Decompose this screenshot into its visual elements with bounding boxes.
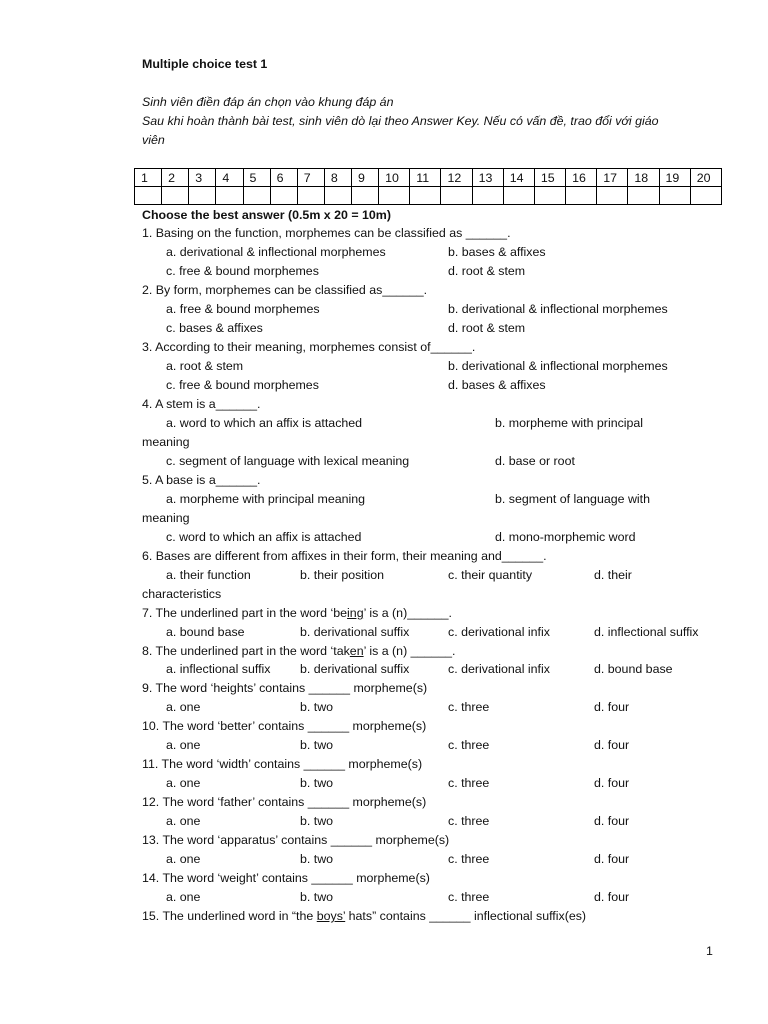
answer-cell[interactable] xyxy=(472,187,503,205)
answer-cell[interactable] xyxy=(534,187,565,205)
q5-option-d: d. mono-morphemic word xyxy=(495,530,636,544)
page-number: 1 xyxy=(706,944,713,958)
q11-option-c: c. three xyxy=(448,776,490,790)
q9-option-c: c. three xyxy=(448,700,490,714)
q12-option-c: c. three xyxy=(448,814,490,828)
q3-option-d: d. bases & affixes xyxy=(448,378,546,392)
answer-cell[interactable] xyxy=(628,187,659,205)
q10-option-a: a. one xyxy=(166,738,201,752)
q13-option-c: c. three xyxy=(448,852,490,866)
answer-cell[interactable] xyxy=(352,187,379,205)
answer-key-header: 4 xyxy=(216,169,243,187)
q3-option-a: a. root & stem xyxy=(166,359,244,373)
answer-key-header: 20 xyxy=(690,169,721,187)
instruction-line-2: Sau khi hoàn thành bài test, sinh viên dò lại theo Answer Key. Nếu có vấn đề, trao đổi với giáo xyxy=(142,114,659,128)
q14-option-c: c. three xyxy=(448,890,490,904)
q4-option-b: b. morpheme with principal xyxy=(495,416,644,430)
answer-key-header: 1 xyxy=(135,169,162,187)
q13-option-a: a. one xyxy=(166,852,201,866)
answer-cell[interactable] xyxy=(597,187,628,205)
q14-option-a: a. one xyxy=(166,890,201,904)
document-title: Multiple choice test 1 xyxy=(142,57,268,71)
instruction-line-1: Sinh viên điền đáp án chọn vào khung đáp án xyxy=(142,95,394,109)
answer-cell[interactable] xyxy=(324,187,351,205)
q1-option-b: b. bases & affixes xyxy=(448,245,546,259)
answer-cell[interactable] xyxy=(690,187,721,205)
question-4: 4. A stem is a______. xyxy=(142,397,261,411)
q15-underlined-word: boys’ xyxy=(316,909,346,923)
q6-option-d: d. their xyxy=(594,568,632,582)
q7-option-c: c. derivational infix xyxy=(448,625,550,639)
section-heading: Choose the best answer (0.5m x 20 = 10m) xyxy=(142,208,391,222)
answer-key-header: 9 xyxy=(352,169,379,187)
q4-option-b-wrap: meaning xyxy=(142,435,190,449)
q8-option-c: c. derivational infix xyxy=(448,662,550,676)
q8-underlined-part: en xyxy=(349,644,364,658)
instruction-line-3: viên xyxy=(142,133,165,147)
answer-key-header: 3 xyxy=(189,169,216,187)
answer-cell[interactable] xyxy=(659,187,690,205)
q1-option-c: c. free & bound morphemes xyxy=(166,264,319,278)
answer-key-header: 11 xyxy=(410,169,441,187)
q9-option-b: b. two xyxy=(300,700,334,714)
answer-cell[interactable] xyxy=(297,187,324,205)
answer-key-header: 5 xyxy=(243,169,270,187)
q7-text-after: ’ is a (n)______. xyxy=(363,606,452,620)
answer-cell[interactable] xyxy=(503,187,534,205)
q7-option-a: a. bound base xyxy=(166,625,245,639)
q10-option-b: b. two xyxy=(300,738,334,752)
question-9: 9. The word ‘heights’ contains ______ morpheme(s) xyxy=(142,681,428,695)
answer-key-header: 13 xyxy=(472,169,503,187)
question-10: 10. The word ‘better’ contains ______ morpheme(s) xyxy=(142,719,427,733)
q2-option-d: d. root & stem xyxy=(448,321,526,335)
q12-option-b: b. two xyxy=(300,814,334,828)
q14-option-b: b. two xyxy=(300,890,334,904)
question-1: 1. Basing on the function, morphemes can be classified as ______. xyxy=(142,226,511,240)
q4-option-d: d. base or root xyxy=(495,454,575,468)
q3-option-c: c. free & bound morphemes xyxy=(166,378,319,392)
q2-option-a: a. free & bound morphemes xyxy=(166,302,320,316)
q10-option-d: d. four xyxy=(594,738,630,752)
q8-text-after: ’ is a (n) ______. xyxy=(363,644,456,658)
q11-option-b: b. two xyxy=(300,776,334,790)
answer-cell[interactable] xyxy=(379,187,410,205)
question-3: 3. According to their meaning, morphemes consist of______. xyxy=(142,340,476,354)
answer-key-header: 2 xyxy=(162,169,189,187)
answer-cell[interactable] xyxy=(162,187,189,205)
answer-key-header: 12 xyxy=(441,169,472,187)
q11-option-d: d. four xyxy=(594,776,630,790)
q8-option-d: d. bound base xyxy=(594,662,673,676)
answer-key-input-row xyxy=(135,187,722,205)
q8-text-before: 8. The underlined part in the word ‘tak xyxy=(142,644,350,658)
q6-option-d-wrap: characteristics xyxy=(142,587,222,601)
answer-key-header: 19 xyxy=(659,169,690,187)
q2-option-c: c. bases & affixes xyxy=(166,321,263,335)
answer-key-header-row xyxy=(135,169,722,187)
answer-cell[interactable] xyxy=(441,187,472,205)
q4-option-c: c. segment of language with lexical meaning xyxy=(166,454,410,468)
q7-underlined-part: ing xyxy=(347,606,364,620)
question-2: 2. By form, morphemes can be classified as______. xyxy=(142,283,428,297)
question-8 xyxy=(142,644,455,659)
q12-option-d: d. four xyxy=(594,814,630,828)
question-15 xyxy=(142,909,586,924)
q15-text-before: 15. The underlined word in “the xyxy=(142,909,317,923)
q8-option-a: a. inflectional suffix xyxy=(166,662,271,676)
q1-option-a: a. derivational & inflectional morphemes xyxy=(166,245,386,259)
answer-cell[interactable] xyxy=(243,187,270,205)
q5-option-b-wrap: meaning xyxy=(142,511,190,525)
answer-key-header: 16 xyxy=(566,169,597,187)
q5-option-b: b. segment of language with xyxy=(495,492,650,506)
answer-key-header: 7 xyxy=(297,169,324,187)
q10-option-c: c. three xyxy=(448,738,490,752)
answer-cell[interactable] xyxy=(410,187,441,205)
q7-option-d: d. inflectional suffix xyxy=(594,625,699,639)
answer-key-table xyxy=(134,168,722,205)
answer-key-header: 18 xyxy=(628,169,659,187)
q6-option-b: b. their position xyxy=(300,568,385,582)
answer-key-header: 10 xyxy=(379,169,410,187)
q3-option-b: b. derivational & inflectional morphemes xyxy=(448,359,668,373)
q5-option-a: a. morpheme with principal meaning xyxy=(166,492,366,506)
answer-cell[interactable] xyxy=(216,187,243,205)
question-11: 11. The word ‘width’ contains ______ morpheme(s) xyxy=(142,757,423,771)
answer-key-header: 6 xyxy=(270,169,297,187)
answer-key-header: 17 xyxy=(597,169,628,187)
q13-option-d: d. four xyxy=(594,852,630,866)
q2-option-b: b. derivational & inflectional morphemes xyxy=(448,302,668,316)
q14-option-d: d. four xyxy=(594,890,630,904)
q5-option-c: c. word to which an affix is attached xyxy=(166,530,362,544)
answer-cell[interactable] xyxy=(189,187,216,205)
q9-option-d: d. four xyxy=(594,700,630,714)
answer-key-header: 8 xyxy=(324,169,351,187)
q7-option-b: b. derivational suffix xyxy=(300,625,410,639)
q15-text-after: hats” contains ______ inflectional suffix(es) xyxy=(345,909,587,923)
q1-option-d: d. root & stem xyxy=(448,264,526,278)
question-5: 5. A base is a______. xyxy=(142,473,261,487)
answer-cell[interactable] xyxy=(135,187,162,205)
q13-option-b: b. two xyxy=(300,852,334,866)
q12-option-a: a. one xyxy=(166,814,201,828)
q7-text-before: 7. The underlined part in the word ‘be xyxy=(142,606,348,620)
answer-key-header: 14 xyxy=(503,169,534,187)
q6-option-a: a. their function xyxy=(166,568,251,582)
q11-option-a: a. one xyxy=(166,776,201,790)
question-7 xyxy=(142,606,452,621)
question-12: 12. The word ‘father’ contains ______ morpheme(s) xyxy=(142,795,427,809)
answer-cell[interactable] xyxy=(270,187,297,205)
q8-option-b: b. derivational suffix xyxy=(300,662,410,676)
question-13: 13. The word ‘apparatus’ contains ______ morpheme(s) xyxy=(142,833,450,847)
question-6: 6. Bases are different from affixes in their form, their meaning and______. xyxy=(142,549,547,563)
answer-cell[interactable] xyxy=(566,187,597,205)
answer-key-header: 15 xyxy=(534,169,565,187)
q4-option-a: a. word to which an affix is attached xyxy=(166,416,363,430)
q6-option-c: c. their quantity xyxy=(448,568,533,582)
question-14: 14. The word ‘weight’ contains ______ morpheme(s) xyxy=(142,871,430,885)
q9-option-a: a. one xyxy=(166,700,201,714)
